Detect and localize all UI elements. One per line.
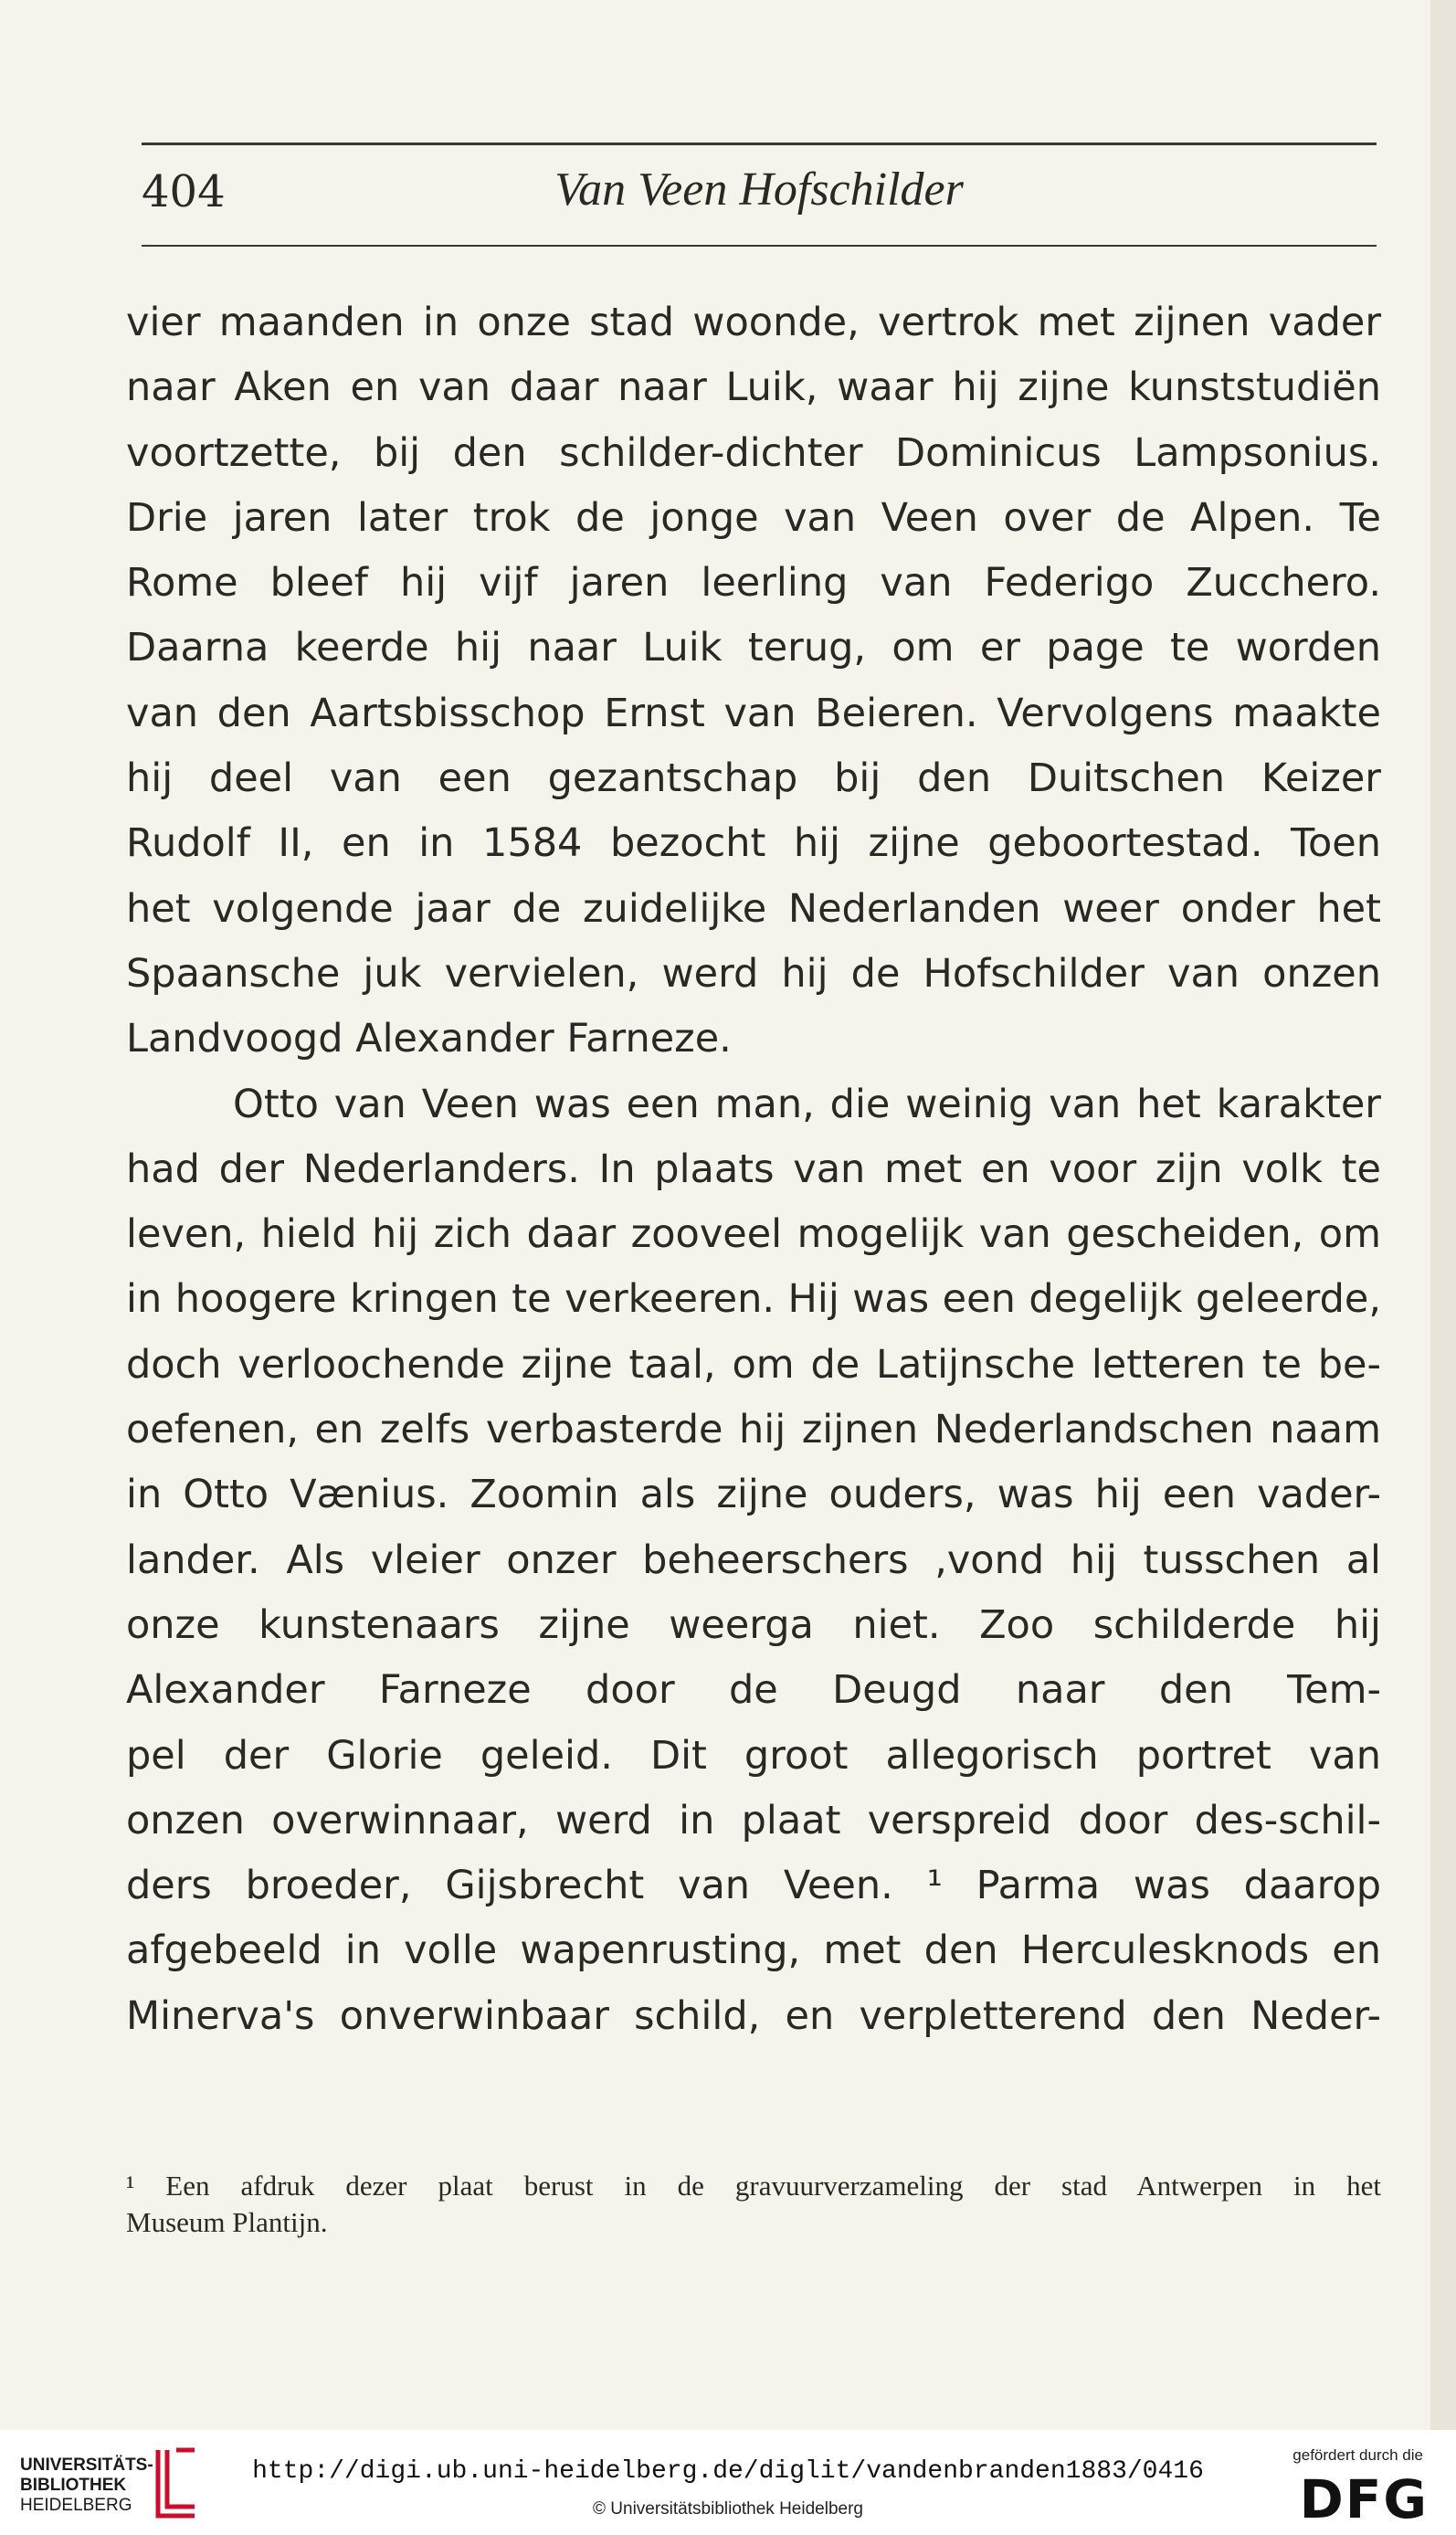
text-line: het volgende jaar de zuidelijke Nederlanden weer onder het	[126, 885, 1381, 932]
text-line: ders broeder, Gijsbrecht van Veen. ¹ Parma was daarop	[126, 1863, 1381, 1909]
text-line: Rudolf II, en in 1584 bezocht hij zijne geboortestad. Toen	[126, 820, 1381, 867]
text-line: onze kunstenaars zijne weerga niet. Zoo schilderde hij	[126, 1601, 1381, 1648]
text-line: Drie jaren later trok de jonge van Veen over de Alpen. Te	[126, 494, 1381, 541]
funded-by-label: gefördert durch die	[1292, 2446, 1423, 2464]
text-line: hij deel van een gezantschap bij den Duitschen Keizer	[126, 755, 1381, 802]
text-line: onzen overwinnaar, werd in plaat verspreid door des-schil-	[126, 1797, 1381, 1843]
footnote-line: ¹ Een afdruk dezer plaat berust in de gravuurverzameling der stad Antwerpen in het	[126, 2170, 1381, 2202]
running-head	[142, 163, 1377, 227]
text-line: Otto van Veen was een man, die weinig van het karakter	[233, 1081, 1381, 1127]
text-line: Spaansche juk vervielen, werd hij de Hofschilder van onzen	[126, 950, 1381, 997]
text-line: lander. Als vleier onzer beheerschers ,vond hij tusschen al	[126, 1537, 1381, 1583]
footnote-line: Museum Plantijn.	[126, 2206, 328, 2238]
library-name-line3: HEIDELBERG	[20, 2496, 132, 2515]
text-line: afgebeeld in volle wapenrusting, met den Herculesknods en	[126, 1928, 1381, 1974]
permalink-url[interactable]: http://digi.ub.uni-heidelberg.de/diglit/vandenbranden1883/0416	[252, 2457, 1204, 2486]
dfg-logo[interactable]: DFG	[1299, 2468, 1429, 2530]
page-number: 404	[142, 166, 226, 217]
copyright-notice: © Universitätsbibliothek Heidelberg	[593, 2499, 863, 2519]
text-line: oefenen, en zelfs verbasterde hij zijnen Nederlandschen naam	[126, 1407, 1381, 1453]
library-name-line1: UNIVERSITÄTS-	[20, 2456, 153, 2475]
text-line: naar Aken en van daar naar Luik, waar hij zijne kunststudiën	[126, 364, 1381, 411]
body-text	[126, 290, 1381, 2049]
text-line: Minerva's onverwinbaar schild, en verpletterend den Neder-	[126, 1992, 1381, 2039]
text-line: leven, hield hij zich daar zooveel mogelijk van gescheiden, om	[126, 1211, 1381, 1258]
text-line: van den Aartsbisschop Ernst van Beieren. Vervolgens maakte	[126, 690, 1381, 736]
library-name-line2: BIBLIOTHEK	[20, 2476, 127, 2495]
page-title: Van Veen Hofschilder	[554, 164, 964, 216]
text-line: doch verloochende zijne taal, om de Latijnsche letteren te be-	[126, 1341, 1381, 1388]
text-line: Daarna keerde hij naar Luik terug, om er page te worden	[126, 625, 1381, 671]
text-line: in Otto Vænius. Zoomin als zijne ouders, was hij een vader-	[126, 1472, 1381, 1518]
text-line: voortzette, bij den schilder-dichter Dominicus Lampsonius.	[126, 429, 1381, 476]
header-rule-top	[142, 143, 1377, 145]
text-line: pel der Glorie geleid. Dit groot allegorisch portret van	[126, 1732, 1381, 1779]
text-line: had der Nederlanders. In plaats van met en voor zijn volk te	[126, 1146, 1381, 1192]
page-edge	[1430, 0, 1456, 2430]
text-line: Landvoogd Alexander Farneze.	[126, 1016, 732, 1062]
text-line: Alexander Farneze door de Deugd naar den Tem-	[126, 1667, 1381, 1714]
header-rule-bottom	[142, 245, 1377, 247]
text-line: vier maanden in onze stad woonde, vertrok met zijnen vader	[126, 300, 1381, 345]
text-line: in hoogere kringen te verkeeren. Hij was een degelijk geleerde,	[126, 1276, 1381, 1323]
footnote	[126, 2168, 1381, 2241]
footer-bar	[0, 2430, 1456, 2535]
text-line: Rome bleef hij vijf jaren leerling van Federigo Zucchero.	[126, 560, 1381, 607]
